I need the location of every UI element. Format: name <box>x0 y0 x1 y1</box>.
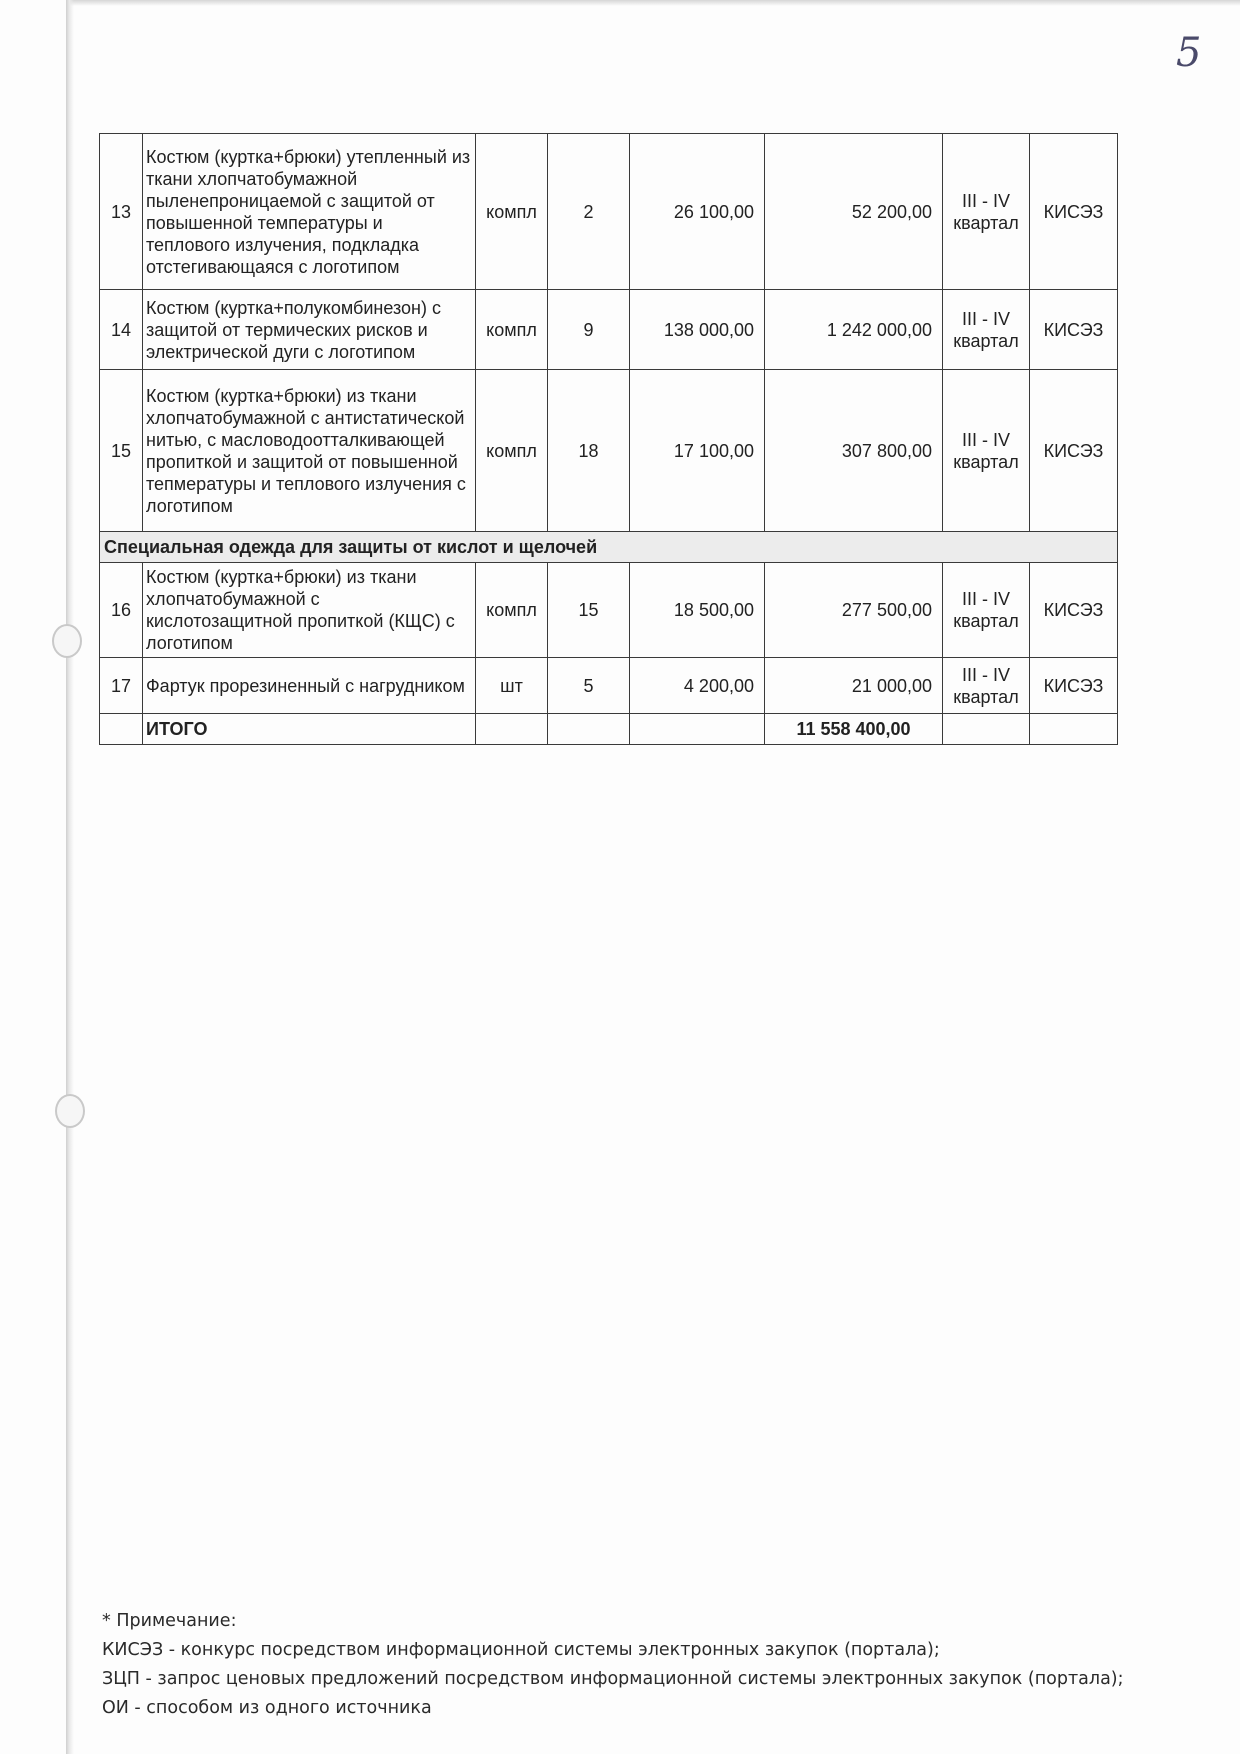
item-sum: 21 000,00 <box>765 658 943 714</box>
table-row <box>100 563 1118 658</box>
page-edge-top <box>70 0 1240 6</box>
note-line: КИСЭЗ - конкурс посредством информационной системы электронных закупок (портала); <box>102 1640 940 1660</box>
item-method: КИСЭЗ <box>1030 134 1118 290</box>
item-unit: компл <box>476 563 548 658</box>
item-price: 17 100,00 <box>630 370 765 532</box>
note-line: ОИ - способом из одного источника <box>102 1698 432 1718</box>
row-number: 16 <box>100 563 143 658</box>
row-number: 13 <box>100 134 143 290</box>
row-number: 15 <box>100 370 143 532</box>
item-method: КИСЭЗ <box>1030 658 1118 714</box>
item-price: 26 100,00 <box>630 134 765 290</box>
item-unit: шт <box>476 658 548 714</box>
item-sum: 307 800,00 <box>765 370 943 532</box>
item-method: КИСЭЗ <box>1030 370 1118 532</box>
punch-hole <box>55 1094 85 1128</box>
table-row <box>100 134 1118 290</box>
item-name: Костюм (куртка+полукомбинезон) с защитой от термических рисков и электрической дуги с логотипом <box>143 290 476 370</box>
item-sum: 1 242 000,00 <box>765 290 943 370</box>
item-name: Костюм (куртка+брюки) из ткани хлопчатобумажной с антистатической нитью, с масловодоотталкивающей пропиткой и защитой от повышенной тепмературы и теплового излучения с логотипом <box>143 370 476 532</box>
empty-cell <box>630 714 765 745</box>
item-sum: 277 500,00 <box>765 563 943 658</box>
item-quantity: 9 <box>548 290 630 370</box>
empty-cell <box>943 714 1030 745</box>
item-sum: 52 200,00 <box>765 134 943 290</box>
total-row <box>100 714 1118 745</box>
item-price: 4 200,00 <box>630 658 765 714</box>
handwritten-page-number: 5 <box>1176 30 1202 76</box>
table-row <box>100 290 1118 370</box>
note-heading: * Примечание: <box>102 1611 237 1631</box>
item-quantity: 5 <box>548 658 630 714</box>
item-period: III - IV квартал <box>943 563 1030 658</box>
empty-cell <box>476 714 548 745</box>
item-price: 138 000,00 <box>630 290 765 370</box>
note-line: ЗЦП - запрос ценовых предложений посредством информационной системы электронных закупок (портала); <box>102 1669 1124 1689</box>
empty-cell <box>1030 714 1118 745</box>
item-name: Костюм (куртка+брюки) из ткани хлопчатобумажной с кислотозащитной пропиткой (КЩС) с логотипом <box>143 563 476 658</box>
item-name: Фартук прорезиненный с нагрудником <box>143 658 476 714</box>
item-quantity: 2 <box>548 134 630 290</box>
table-row <box>100 658 1118 714</box>
page-edge-left <box>66 0 74 1754</box>
row-number: 14 <box>100 290 143 370</box>
total-sum: 11 558 400,00 <box>765 714 943 745</box>
item-period: III - IV квартал <box>943 290 1030 370</box>
empty-cell <box>548 714 630 745</box>
item-unit: компл <box>476 134 548 290</box>
item-period: III - IV квартал <box>943 370 1030 532</box>
item-unit: компл <box>476 370 548 532</box>
procurement-table <box>99 133 1118 745</box>
item-price: 18 500,00 <box>630 563 765 658</box>
item-name: Костюм (куртка+брюки) утепленный из ткани хлопчатобумажной пыленепроницаемой с защитой от повышенной температуры и теплового излучения, подкладка отстегивающаяся с логотипом <box>143 134 476 290</box>
item-quantity: 15 <box>548 563 630 658</box>
row-number: 17 <box>100 658 143 714</box>
item-period: III - IV квартал <box>943 134 1030 290</box>
item-unit: компл <box>476 290 548 370</box>
empty-cell <box>100 714 143 745</box>
item-method: КИСЭЗ <box>1030 290 1118 370</box>
item-method: КИСЭЗ <box>1030 563 1118 658</box>
item-period: III - IV квартал <box>943 658 1030 714</box>
item-quantity: 18 <box>548 370 630 532</box>
table-row <box>100 370 1118 532</box>
section-header-row <box>100 532 1118 563</box>
footnotes <box>102 1607 1124 1723</box>
section-title: Специальная одежда для защиты от кислот и щелочей <box>100 532 1118 563</box>
total-label: ИТОГО <box>143 714 476 745</box>
punch-hole <box>52 624 82 658</box>
